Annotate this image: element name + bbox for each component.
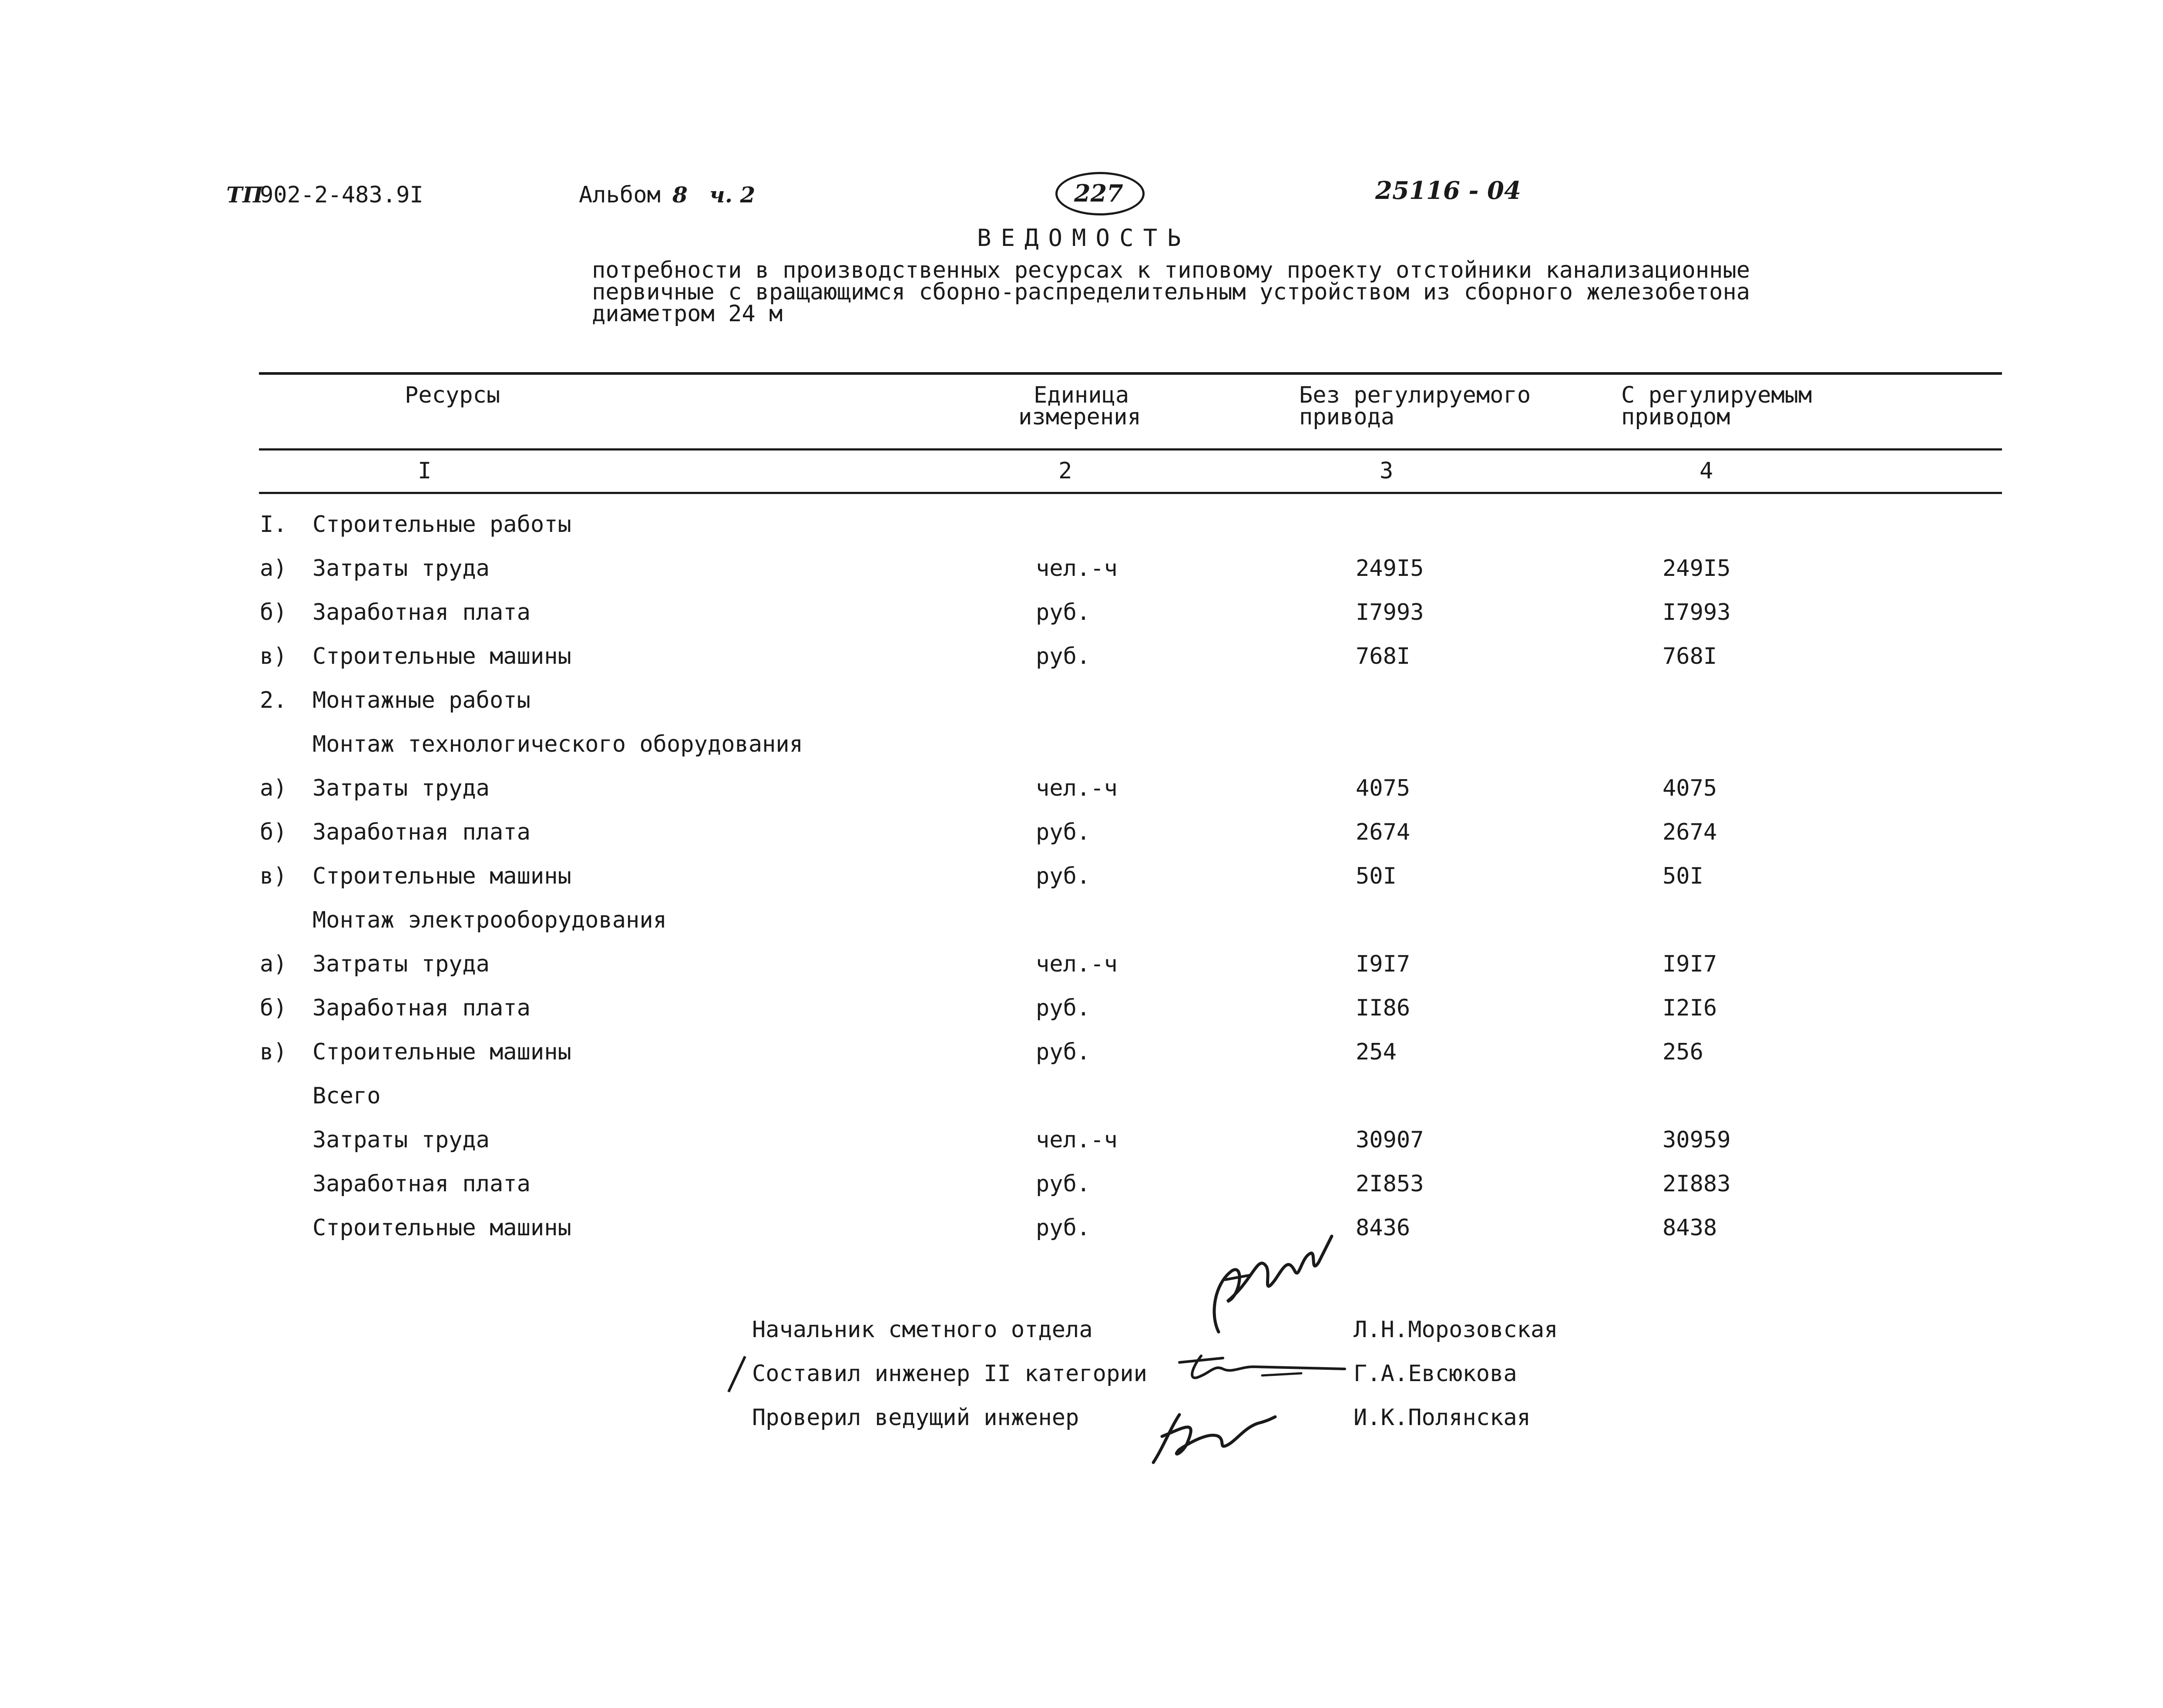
row-value-no-drive: 4075 (1356, 775, 1411, 801)
row-name: Строительные машины (312, 863, 571, 889)
row-name: Строительные работы (312, 511, 571, 538)
row-number: б) (260, 819, 287, 845)
page-number: 227 (1074, 179, 1123, 207)
row-value-with-drive: 50I (1663, 863, 1703, 889)
row-number: в) (260, 1039, 287, 1065)
row-value-with-drive: I7993 (1663, 599, 1731, 625)
signature-role-1: Начальник сметного отдела (752, 1317, 1093, 1343)
row-name: Строительные машины (312, 643, 571, 669)
row-name: Строительные машины (312, 1215, 571, 1241)
row-value-no-drive: I9I7 (1356, 951, 1411, 977)
table-row (0, 1039, 2163, 1074)
row-name: Всего (312, 1083, 381, 1109)
row-value-no-drive: II86 (1356, 995, 1411, 1021)
row-value-with-drive: 2674 (1663, 819, 1717, 845)
row-name: Затраты труда (312, 1127, 490, 1153)
row-unit: чел.-ч (1036, 555, 1118, 582)
signature-role-3: Проверил ведущий инженер (752, 1405, 1079, 1431)
row-unit: руб. (1036, 1171, 1091, 1197)
row-number: в) (260, 643, 287, 669)
row-unit: руб. (1036, 995, 1091, 1021)
header-unit-line-2: измерения (1018, 404, 1141, 430)
table-row (0, 1127, 2163, 1162)
table-top-rule (259, 372, 2002, 375)
inventory-number: 25116 - 04 (1375, 176, 1521, 205)
row-name: Заработная плата (312, 819, 531, 845)
row-value-no-drive: 768I (1356, 643, 1411, 669)
album-number: 8 (672, 182, 688, 208)
tp-code: 902-2-483.9I (260, 182, 423, 208)
table-row (0, 819, 2163, 854)
handwritten-signature-2 (1171, 1345, 1354, 1384)
row-number: I. (260, 511, 287, 538)
row-unit: чел.-ч (1036, 1127, 1118, 1153)
header-with-drive-line-1: С регулируемым (1621, 382, 1812, 408)
table-row (0, 511, 2163, 546)
column-number-1: I (418, 458, 432, 484)
handwritten-signature-3 (1145, 1402, 1284, 1471)
row-value-no-drive: 30907 (1356, 1127, 1424, 1153)
row-value-with-drive: 4075 (1663, 775, 1717, 801)
table-row (0, 555, 2163, 590)
table-row (0, 643, 2163, 678)
role-slash-mark (727, 1356, 746, 1392)
row-value-with-drive: 8438 (1663, 1215, 1717, 1241)
row-unit: руб. (1036, 1039, 1091, 1065)
row-number: б) (260, 599, 287, 625)
row-name: Заработная плата (312, 599, 531, 625)
header-no-drive-line-1: Без регулируемого (1299, 382, 1531, 408)
row-value-with-drive: 768I (1663, 643, 1717, 669)
column-number-2: 2 (1058, 458, 1072, 484)
handwritten-signature-1 (1201, 1227, 1340, 1341)
row-unit: чел.-ч (1036, 951, 1118, 977)
header-no-drive-line-2: привода (1299, 404, 1395, 430)
table-row (0, 731, 2163, 766)
row-number: в) (260, 863, 287, 889)
column-number-4: 4 (1700, 458, 1713, 484)
row-unit: руб. (1036, 863, 1091, 889)
subtitle-line-3: диаметром 24 м (592, 301, 783, 327)
header-with-drive-line-2: приводом (1621, 404, 1730, 430)
row-value-no-drive: I7993 (1356, 599, 1424, 625)
header-resources: Ресурсы (405, 382, 500, 408)
table-row (0, 995, 2163, 1030)
tp-prefix: ТП (226, 182, 263, 208)
signature-name-2: Г.А.Евсюкова (1354, 1361, 1517, 1387)
row-name: Затраты труда (312, 951, 490, 977)
table-colnum-rule (259, 492, 2002, 494)
row-value-no-drive: 254 (1356, 1039, 1397, 1065)
row-value-no-drive: 249I5 (1356, 555, 1424, 582)
row-value-no-drive: 8436 (1356, 1215, 1411, 1241)
row-value-no-drive: 50I (1356, 863, 1397, 889)
table-row (0, 907, 2163, 942)
table-row (0, 1171, 2163, 1206)
row-unit: руб. (1036, 599, 1091, 625)
table-header-rule (259, 448, 2002, 451)
signature-name-3: И.К.Полянская (1354, 1405, 1531, 1431)
row-name: Монтаж электрооборудования (312, 907, 667, 933)
column-number-3: 3 (1380, 458, 1394, 484)
album-part: ч. 2 (709, 182, 756, 208)
row-value-with-drive: I9I7 (1663, 951, 1717, 977)
row-unit: руб. (1036, 1215, 1091, 1241)
row-name: Монтаж технологического оборудования (312, 731, 803, 757)
row-unit: руб. (1036, 643, 1091, 669)
row-unit: чел.-ч (1036, 775, 1118, 801)
row-value-with-drive: 2I883 (1663, 1171, 1731, 1197)
table-row (0, 951, 2163, 986)
table-row (0, 599, 2163, 634)
table-row (0, 687, 2163, 722)
row-name: Строительные машины (312, 1039, 571, 1065)
row-name: Затраты труда (312, 555, 490, 582)
row-value-no-drive: 2674 (1356, 819, 1411, 845)
row-value-with-drive: I2I6 (1663, 995, 1717, 1021)
row-number: а) (260, 555, 287, 582)
signature-role-2: Составил инженер II категории (752, 1361, 1147, 1387)
row-value-with-drive: 249I5 (1663, 555, 1731, 582)
table-row (0, 863, 2163, 898)
row-name: Монтажные работы (312, 687, 531, 713)
table-row (0, 1215, 2163, 1250)
row-number: а) (260, 951, 287, 977)
subtitle-line-1: потребности в производственных ресурсах к типовому проекту отстойники канализационные (592, 257, 1750, 283)
album-label: Альбом (579, 182, 661, 208)
row-value-with-drive: 256 (1663, 1039, 1703, 1065)
row-name: Затраты труда (312, 775, 490, 801)
row-number: б) (260, 995, 287, 1021)
document-title: ВЕДОМОСТЬ (977, 224, 1191, 252)
signature-name-1: Л.Н.Морозовская (1354, 1317, 1558, 1343)
subtitle-line-2: первичные с вращающимся сборно-распределительным устройством из сборного железобетона (592, 279, 1750, 305)
row-value-no-drive: 2I853 (1356, 1171, 1424, 1197)
row-name: Заработная плата (312, 1171, 531, 1197)
row-name: Заработная плата (312, 995, 531, 1021)
row-number: а) (260, 775, 287, 801)
row-unit: руб. (1036, 819, 1091, 845)
table-row (0, 1083, 2163, 1118)
row-number: 2. (260, 687, 287, 713)
row-value-with-drive: 30959 (1663, 1127, 1731, 1153)
table-row (0, 775, 2163, 810)
header-unit-line-1: Единица (1034, 382, 1129, 408)
